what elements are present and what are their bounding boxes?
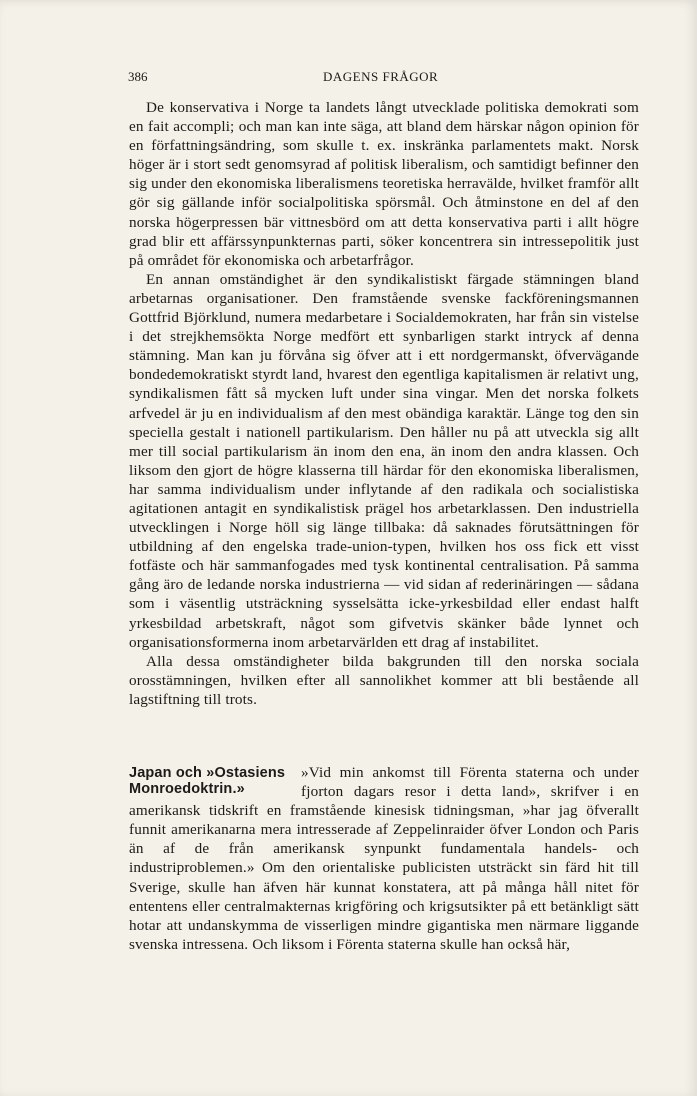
section-paragraph: »Vid min ankomst till Förenta staterna och under fjorton dagars resor i detta land», skrifver i en amerikansk tidskrift en framstående kinesisk tidningsman, »har jag öfverallt funnit amerikanarna mera intresserade af Zeppelinraider öfver London och Paris än af de från amerikansk synpunkt fundamentala handels- och industriproblemen.» Om den orientaliske publicisten utsträckt sin färd hit till Sverige, skulle han äfven här kunnat konstatera, att på många håll nitet för ententens eller centralmakternas krigföring och krigsutsikter på ett betänkligt sätt hotar att undanskymma de visserligen mindre gigantiska men närmare liggande svenska intressena. Och liksom i Förenta staterna skulle han också här,	[129, 764, 639, 953]
page-header	[128, 69, 638, 85]
running-title: DAGENS FRÅGOR	[323, 69, 439, 84]
section-heading: Japan och »Ostasiens Monroedoktrin.»	[129, 765, 286, 797]
paragraph-conservatives: De konservativa i Norge ta landets långt utvecklade politiska demokrati som en fait accompli; och man kan inte säga, att bland dem härskar någon opinion för en författningsändring, som skulle t. ex. inskränka parlamentets makt. Norsk höger är i stort sedt genomsyrad af politisk liberalism, och samtidigt befinner den sig under den ekonomiska liberalismens teoretiska herravälde, hvilket framför allt gör sig gällande inför socialpolitiska spörsmål. Och åtminstone en del af den norska högerpressen bär vittnesbörd om att detta konservativa parti i allt högre grad blir ett affärssynpunkternas parti, söker koncentrera sin intressepolitik just på området för ekonomiska och arbetarfrågor.	[129, 99, 639, 269]
paragraph-background: Alla dessa omständigheter bilda bakgrunden till den norska sociala orosstämningen, hvilken efter all sannolikhet kommer att bli bestående all lagstiftning till trots.	[129, 652, 639, 708]
section-japan	[129, 763, 639, 954]
body-text	[129, 98, 639, 709]
page-number: 386	[128, 69, 148, 84]
paragraph-syndicalism: En annan omständighet är den syndikalistiskt färgade stämningen bland arbetarnas organisationer. Den framstående svenske fackföreningsmannen Gottfrid Björklund, numera medarbetare i Socialdemokraten, har från sin vistelse i det strejkhemsökta Norge medfört ett synbarligen starkt intryck af denna stämning. Man kan ju förvåna sig öfver att i ett nordgermanskt, öfvervägande bondedemokratiskt styrdt land, hvarest den egentliga kapitalismen är relativt ung, syndikalismen fått så mycken luft under sina vingar. Men det norska folkets arfvedel är ju en individualism af den mest obändiga karaktär. Länge tog den sin speciella gestalt i nationell partikularism. Den håller nu på att utveckla sig allt mer till social partikularism än inom den ena, än inom den andra klassen. Och liksom den gjort de högre klasserna till härdar för den ekonomiska liberalismen, har samma individualism under inflytande af den radikala och socialistiska agitationen antagit en syndikalistisk prägel hos arbetarklassen. Den industriella utvecklingen i Norge höll sig länge tillbaka: då saknades förutsättningen för utbildning af den engelska trade-union-typen, hvilken hos oss fick ett visst fotfäste och här sammanfogades med tysk kontinental centralisation. På samma gång äro de ledande norska industrierna — vid sidan af rederinäringen — sådana som i väsentlig utsträckning sysselsätta icke-yrkesbildad eller endast halft yrkesbildad arbetskraft, något som gifvetvis skänker både lynnet och organisationsformerna inom arbetarvärlden ett drag af instabilitet.	[129, 270, 639, 651]
